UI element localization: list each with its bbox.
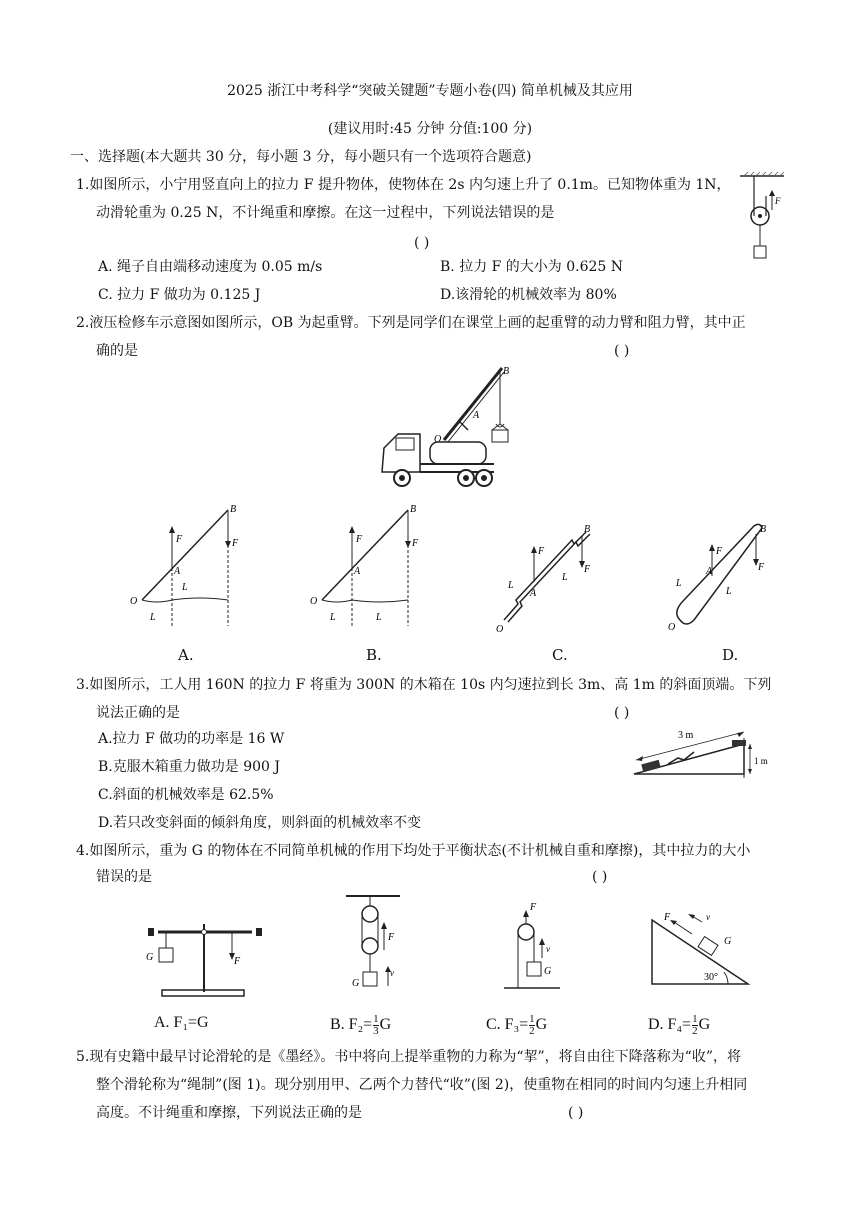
q4d-fraction: $\frac{1}{2}$	[692, 1013, 698, 1037]
q1-stem-line1: 1.如图所示，小宁用竖直向上的拉力 F 提升物体，使物体在 2s 内匀速上升了 0.1m。已知物体重为 1N，	[76, 177, 731, 193]
q3-fig-length: 3 m	[678, 730, 694, 741]
q2-option-a-figure[interactable]	[120, 496, 250, 646]
q4d-angle: 30°	[704, 972, 718, 983]
q3-option-d: D.若只改变斜面的倾斜角度，则斜面的机械效率不变	[98, 815, 422, 831]
q4c-g: G	[544, 966, 552, 977]
q2a-o: O	[130, 596, 138, 607]
q4-pulley-c-figure	[500, 896, 570, 996]
q4a-g: G	[146, 952, 154, 963]
q2d-f2: F	[758, 562, 765, 573]
q4b-fraction: $\frac{1}{3}$	[373, 1013, 379, 1037]
q2b-f1: F	[356, 534, 363, 545]
q4-option-b: B. F₂= $\frac{1}{3}$ G	[330, 1013, 392, 1037]
q3-fig-height: 1 m	[754, 756, 768, 766]
q4d-v: v	[706, 912, 710, 922]
q4-option-a: A. F₁=G	[154, 1014, 209, 1031]
q2b-l1: L	[330, 612, 336, 623]
q1-option-c: C. 拉力 F 做功为 0.125 J	[98, 287, 261, 303]
q4-stem-line2: 错误的是	[96, 869, 152, 885]
q1-option-d: D.该滑轮的机械效率为 80%	[440, 287, 617, 303]
q2b-b: B	[410, 504, 417, 515]
q2-truck-b: B	[503, 366, 510, 377]
q2-option-d-label: D.	[722, 646, 739, 664]
q4b-v: v	[390, 968, 394, 978]
q4c-f3: F	[530, 902, 537, 913]
q1-stem-line2: 动滑轮重为 0.25 N，不计绳重和摩擦。在这一过程中，下列说法错误的是	[96, 205, 555, 221]
q4b-g: G	[352, 978, 360, 989]
q2c-l2: L	[562, 572, 568, 583]
q2b-o: O	[310, 596, 318, 607]
q3-option-c: C.斜面的机械效率是 62.5%	[98, 787, 274, 803]
q3-incline-figure	[628, 708, 778, 780]
q2d-a: A	[706, 566, 713, 577]
q4-answer-bracket: ( )	[592, 869, 608, 885]
q2-answer-bracket: ( )	[614, 343, 630, 359]
q2-option-a-label: A.	[178, 646, 194, 664]
q3-option-a: A.拉力 F 做功的功率是 16 W	[98, 731, 285, 747]
q5-stem-line2: 整个滑轮称为“绳制”(图 1)。现分别用甲、乙两个力替代“收”(图 2)，使重物在相同的时间内匀速上升相同	[96, 1077, 748, 1093]
q3-stem-line2: 说法正确的是	[96, 705, 180, 721]
q2c-a: A	[530, 588, 537, 599]
q4b-f2: F	[388, 932, 395, 943]
q2-option-c-figure[interactable]	[478, 496, 608, 646]
q4-lever-figure	[140, 904, 270, 1004]
q4c-v: v	[546, 944, 550, 954]
q3-option-b: B.克服木箱重力做功是 900 J	[98, 759, 280, 775]
q2-stem-line2: 确的是	[96, 343, 138, 359]
q2a-f2: F	[232, 538, 239, 549]
q2-truck-figure	[376, 360, 526, 495]
q1-option-a: A. 绳子自由端移动速度为 0.05 m/s	[98, 259, 323, 275]
q2c-f1: F	[538, 546, 545, 557]
q3-stem-line1: 3.如图所示，工人用 160N 的拉力 F 将重为 300N 的木箱在 10s 内匀速拉到长 3m、高 1m 的斜面顶端。下列	[76, 677, 772, 693]
q2c-l1: L	[508, 580, 514, 591]
q2d-l2: L	[726, 586, 732, 597]
q4-incline-figure	[648, 910, 758, 990]
q5-stem-line3: 高度。不计绳重和摩擦，下列说法正确的是	[96, 1105, 362, 1121]
q2c-o: O	[496, 624, 504, 635]
q4-option-c: C. F₃= $\frac{1}{2}$ G	[486, 1013, 548, 1037]
q2d-l1: L	[676, 578, 682, 589]
q4-stem-line1: 4.如图所示，重为 G 的物体在不同简单机械的作用下均处于平衡状态(不计机械自重和摩擦)，其中拉力的大小	[76, 843, 751, 859]
q2b-a: A	[354, 566, 361, 577]
page-title: 2025 浙江中考科学“突破关键题”专题小卷(四) 简单机械及其应用	[227, 83, 633, 99]
q1-pulley-figure	[732, 170, 792, 270]
q4a-f1: F	[234, 956, 241, 967]
q2a-l1: L	[150, 612, 156, 623]
q2-option-d-figure[interactable]	[650, 496, 780, 646]
q2c-f2: F	[584, 564, 591, 575]
q2-option-b-label: B.	[366, 646, 382, 664]
q2a-b: B	[230, 504, 237, 515]
q2d-b: B	[760, 524, 767, 535]
q4d-g: G	[724, 936, 732, 947]
q2-stem-line1: 2.液压检修车示意图如图所示，OB 为起重臂。下列是同学们在课堂上画的起重臂的动力臂和阻力臂，其中正	[76, 315, 746, 331]
q4-pulley-block-figure	[340, 890, 420, 1000]
q4-option-d: D. F₄= $\frac{1}{2}$ G	[648, 1013, 711, 1037]
q2-truck-a: A	[473, 410, 480, 421]
q2-option-b-figure[interactable]	[300, 496, 430, 646]
q2b-f2: F	[412, 538, 419, 549]
q4c-fraction: $\frac{1}{2}$	[529, 1013, 535, 1037]
q2a-l2: L	[182, 582, 188, 593]
q2a-a: A	[174, 566, 181, 577]
q5-stem-line1: 5.现有史籍中最早讨论滑轮的是《墨经》。书中将向上提举重物的力称为“挈”，将自由往下降落称为“收”，将	[76, 1049, 741, 1065]
q2d-f1: F	[716, 546, 723, 557]
q2-truck-o: O	[434, 434, 442, 445]
q5-answer-bracket: ( )	[568, 1105, 584, 1121]
q4d-f4: F	[664, 912, 671, 923]
q2d-o: O	[668, 622, 676, 633]
section-heading: 一、选择题(本大题共 30 分，每小题 3 分，每小题只有一个选项符合题意)	[70, 149, 532, 165]
q2a-f1: F	[176, 534, 183, 545]
q1-option-b: B. 拉力 F 的大小为 0.625 N	[440, 259, 624, 275]
q3-answer-bracket: ( )	[614, 705, 630, 721]
q1-answer-bracket: ( )	[414, 235, 430, 251]
q2c-b: B	[584, 524, 591, 535]
q1-fig-f-label: F	[775, 196, 781, 206]
q2b-l2: L	[376, 612, 382, 623]
q2-option-c-label: C.	[552, 646, 568, 664]
page-subtitle: (建议用时:45 分钟 分值:100 分)	[327, 121, 533, 137]
